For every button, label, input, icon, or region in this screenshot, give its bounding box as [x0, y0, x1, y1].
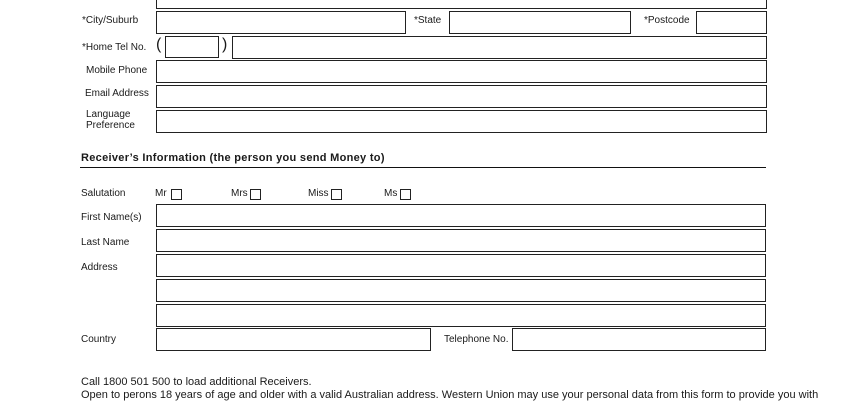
- street-address-input[interactable]: [156, 0, 767, 9]
- country-input[interactable]: [156, 328, 431, 351]
- city-suburb-label: *City/Suburb: [82, 15, 139, 26]
- receiver-section-title: Receiver’s Information (the person you send Money to): [81, 152, 385, 164]
- telephone-label: Telephone No.: [444, 334, 509, 345]
- mobile-phone-input[interactable]: [156, 60, 767, 83]
- language-preference-label-line1: Language: [86, 109, 131, 120]
- first-name-label: First Name(s): [81, 212, 142, 223]
- salutation-miss-label: Miss: [308, 188, 329, 199]
- postcode-input[interactable]: [696, 11, 767, 34]
- email-address-input[interactable]: [156, 85, 767, 108]
- salutation-mr-label: Mr: [155, 188, 167, 199]
- address-line-2-input[interactable]: [156, 279, 766, 302]
- paren-open: (: [156, 36, 162, 53]
- address-line-3-input[interactable]: [156, 304, 766, 327]
- last-name-input[interactable]: [156, 229, 766, 252]
- salutation-ms-label: Ms: [384, 188, 398, 199]
- salutation-ms-checkbox[interactable]: [400, 189, 411, 200]
- country-label: Country: [81, 334, 117, 345]
- mobile-phone-label: Mobile Phone: [86, 65, 148, 76]
- language-preference-label-line2: Preference: [86, 120, 135, 131]
- state-label: *State: [414, 15, 442, 26]
- first-name-input[interactable]: [156, 204, 766, 227]
- salutation-miss-checkbox[interactable]: [331, 189, 342, 200]
- paren-close: ): [222, 36, 228, 53]
- state-input[interactable]: [449, 11, 631, 34]
- telephone-input[interactable]: [512, 328, 766, 351]
- address-line-1-input[interactable]: [156, 254, 766, 277]
- home-tel-label: *Home Tel No.: [82, 42, 147, 53]
- home-tel-area-code-input[interactable]: [165, 36, 219, 58]
- salutation-mrs-checkbox[interactable]: [250, 189, 261, 200]
- last-name-label: Last Name: [81, 237, 130, 248]
- home-tel-number-input[interactable]: [232, 36, 767, 59]
- salutation-label: Salutation: [81, 188, 126, 199]
- address-label: Address: [81, 262, 118, 273]
- language-preference-input[interactable]: [156, 110, 767, 133]
- salutation-mr-checkbox[interactable]: [171, 189, 182, 200]
- email-address-label: Email Address: [85, 88, 149, 99]
- section-divider: [80, 167, 766, 168]
- city-suburb-input[interactable]: [156, 11, 406, 34]
- salutation-mrs-label: Mrs: [231, 188, 248, 199]
- footer-line-2: Open to perons 18 years of age and older with a valid Australian address. Western Union may use your personal data from this form to provide you with: [81, 389, 819, 401]
- postcode-label: *Postcode: [644, 15, 690, 26]
- footer-line-1: Call 1800 501 500 to load additional Receivers.: [81, 376, 312, 388]
